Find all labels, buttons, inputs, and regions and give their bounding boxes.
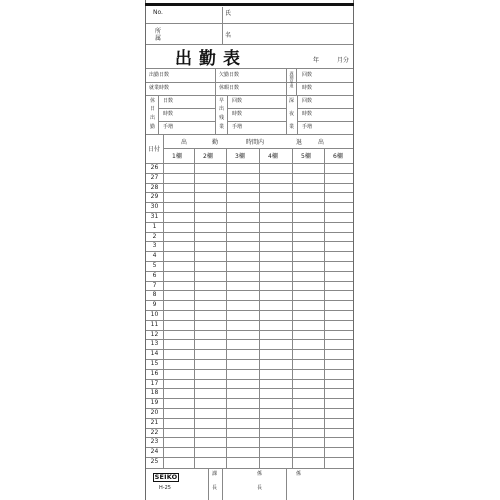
group-header-1: 出 — [181, 139, 188, 146]
footer-div-3 — [286, 468, 287, 500]
table-row[interactable] — [146, 310, 353, 320]
day-label: 6 — [152, 271, 157, 279]
table-row[interactable] — [146, 183, 353, 193]
day-label: 27 — [150, 173, 159, 181]
table-row[interactable] — [146, 379, 353, 389]
summary-div-1 — [215, 68, 216, 134]
seiko-logo: SEIKO — [154, 473, 178, 481]
grid-row-line — [146, 398, 353, 399]
day-label: 2 — [152, 232, 157, 240]
grid-row-line — [146, 173, 353, 174]
table-row[interactable] — [146, 251, 353, 261]
footer-div-1 — [208, 468, 209, 500]
name-label-top: 氏 — [225, 10, 232, 17]
overtime-v3: 残 — [219, 115, 225, 121]
table-row[interactable] — [146, 418, 353, 428]
grid-row-line — [146, 437, 353, 438]
night-hours-label: 時数 — [302, 111, 313, 117]
group-header-5: 出 — [318, 139, 325, 146]
summary-bottom-line — [146, 134, 353, 135]
table-row[interactable] — [146, 290, 353, 300]
holiday-allowance-label: 手増 — [163, 124, 174, 130]
grid-row-line — [146, 320, 353, 321]
group-div-right — [297, 95, 298, 134]
table-row[interactable] — [146, 398, 353, 408]
grid-row-line — [146, 330, 353, 331]
group-header-3: 時間内 — [246, 139, 265, 146]
footer-label-5: 係 — [296, 471, 302, 477]
table-row[interactable] — [146, 339, 353, 349]
absent-days-label: 欠勤日数 — [219, 72, 240, 78]
group-row-1b — [227, 108, 286, 109]
table-row[interactable] — [146, 222, 353, 232]
month-label: 月分 — [337, 57, 350, 64]
summary-div-2 — [286, 68, 287, 134]
grid-row-line — [146, 202, 353, 203]
grid-row-line — [146, 281, 353, 282]
table-row[interactable] — [146, 300, 353, 310]
holiday-work-v4: 勤 — [150, 124, 156, 130]
grid-row-line — [146, 232, 353, 233]
day-label: 28 — [150, 183, 159, 191]
day-label: 21 — [150, 418, 159, 426]
table-row[interactable] — [146, 281, 353, 291]
group-header-2: 勤 — [212, 139, 219, 146]
late-early-label: 遅 刻 早 退 — [289, 71, 294, 88]
grid-row-line — [146, 359, 353, 360]
day-label: 31 — [150, 213, 159, 220]
day-label: 5 — [152, 262, 157, 269]
table-row[interactable] — [146, 241, 353, 251]
group-row-1c — [297, 108, 353, 109]
footer-div-2 — [222, 468, 223, 500]
column-header-3: 3欄 — [235, 153, 245, 160]
grid-row-line — [146, 447, 353, 448]
day-label: 20 — [150, 409, 159, 416]
day-label: 7 — [152, 281, 157, 289]
grid-row-line — [146, 310, 353, 311]
day-label: 30 — [150, 203, 159, 211]
table-row[interactable] — [146, 369, 353, 379]
table-row[interactable] — [146, 447, 353, 457]
day-label: 17 — [150, 379, 159, 387]
group-row-2b — [227, 121, 286, 122]
grid-row-line — [146, 339, 353, 340]
column-header-1: 1欄 — [172, 153, 182, 160]
group-row-1 — [158, 108, 215, 109]
day-label: 29 — [150, 193, 159, 201]
grid-row-line — [146, 251, 353, 252]
table-row[interactable] — [146, 359, 353, 369]
day-label: 22 — [150, 428, 159, 436]
grid-row-line — [146, 261, 353, 262]
year-label: 年 — [313, 57, 320, 64]
night-v1: 深 — [289, 98, 295, 104]
overtime-v1: 早 — [219, 98, 225, 104]
day-label: 24 — [150, 448, 159, 456]
grid-row-line — [146, 300, 353, 301]
night-allowance-label: 手増 — [302, 124, 313, 130]
grid-row-line — [146, 457, 353, 458]
grid-row-line — [146, 290, 353, 291]
header-line-1 — [146, 23, 353, 24]
overtime-v4: 業 — [219, 124, 225, 130]
day-label: 23 — [150, 438, 159, 446]
night-count-label: 回数 — [302, 98, 313, 104]
table-row[interactable] — [146, 457, 353, 467]
table-row[interactable] — [146, 428, 353, 438]
summary-late-div — [296, 68, 297, 95]
page-title: 出勤表 — [175, 49, 247, 69]
column-header-5: 5欄 — [301, 153, 311, 160]
day-label: 26 — [150, 164, 159, 171]
day-label: 15 — [150, 360, 159, 367]
grid-row-line — [146, 379, 353, 380]
table-row[interactable] — [146, 192, 353, 202]
name-label-bottom: 名 — [225, 32, 232, 39]
overtime-hours-label: 時数 — [232, 111, 243, 117]
top-band — [145, 3, 354, 6]
day-label: 1 — [152, 222, 157, 230]
leave-days-label: 休暇日数 — [219, 85, 240, 91]
no-label: No. — [153, 9, 163, 16]
holiday-work-v1: 休 — [150, 98, 156, 104]
dept-label-top: 所 — [155, 28, 162, 35]
table-row[interactable] — [146, 173, 353, 183]
dept-label-bottom: 属 — [155, 35, 162, 42]
grid-row-line — [146, 418, 353, 419]
holiday-work-v2: 日 — [150, 106, 156, 112]
day-label: 13 — [150, 340, 159, 348]
holiday-days-label: 日数 — [163, 98, 174, 104]
day-label: 10 — [150, 311, 159, 318]
late-count-label: 回数 — [302, 72, 313, 78]
column-header-4: 4欄 — [268, 153, 278, 160]
day-label: 14 — [150, 350, 159, 358]
grid-row-line — [146, 192, 353, 193]
date-column-header: 日付 — [148, 146, 161, 153]
group-div-left — [158, 95, 159, 134]
grid-row-line — [146, 222, 353, 223]
column-header-6: 6欄 — [333, 153, 343, 160]
table-row[interactable] — [146, 320, 353, 330]
summary-row-2 — [146, 95, 353, 96]
attend-days-label: 出勤日数 — [149, 72, 170, 78]
grid-row-line — [146, 212, 353, 213]
footer-label-3: 係 — [257, 471, 263, 477]
grid-row-line — [146, 369, 353, 370]
night-v3: 業 — [289, 124, 295, 130]
overtime-v2: 出 — [219, 106, 225, 112]
summary-row-1 — [146, 82, 353, 83]
table-row[interactable] — [146, 388, 353, 398]
grid-row-line — [146, 241, 353, 242]
footer-label-4: 長 — [257, 485, 263, 491]
day-label: 19 — [150, 399, 159, 407]
group-row-2c — [297, 121, 353, 122]
group-row-2 — [158, 121, 215, 122]
grid-row-line — [146, 408, 353, 409]
table-row[interactable] — [146, 261, 353, 271]
late-hours-label: 時数 — [302, 85, 313, 91]
group-div-mid — [227, 95, 228, 134]
table-row[interactable] — [146, 163, 353, 173]
table-row[interactable] — [146, 202, 353, 212]
overtime-allowance-label: 手増 — [232, 124, 243, 130]
table-row[interactable] — [146, 408, 353, 418]
day-label: 11 — [150, 320, 159, 328]
table-row[interactable] — [146, 232, 353, 242]
night-v2: 夜 — [289, 111, 295, 117]
table-row[interactable] — [146, 437, 353, 447]
day-label: 12 — [150, 330, 159, 338]
grid-row-line — [146, 388, 353, 389]
grid-row-line — [146, 349, 353, 350]
title-line — [146, 68, 353, 69]
day-label: 16 — [150, 369, 159, 377]
day-label: 4 — [152, 252, 157, 260]
column-header-2: 2欄 — [203, 153, 213, 160]
work-hours-label: 就業時数 — [149, 85, 170, 91]
overtime-count-label: 回数 — [232, 98, 243, 104]
model-number: H-25 — [159, 485, 171, 491]
header-divider — [222, 7, 223, 44]
table-row[interactable] — [146, 212, 353, 222]
table-row[interactable] — [146, 330, 353, 340]
grid-row-line — [146, 183, 353, 184]
grid-row-line — [146, 271, 353, 272]
day-label: 9 — [152, 301, 157, 309]
timecard — [145, 0, 354, 500]
footer-label-1: 課 — [212, 471, 218, 477]
holiday-work-v3: 出 — [150, 115, 156, 121]
day-label: 25 — [150, 458, 159, 465]
header-line-2 — [146, 44, 353, 45]
grid-row-line — [146, 428, 353, 429]
holiday-hours-label: 時数 — [163, 111, 174, 117]
day-label: 8 — [152, 291, 157, 299]
day-label: 18 — [150, 389, 159, 397]
day-label: 3 — [152, 242, 157, 250]
group-header-4: 退 — [296, 139, 303, 146]
table-row[interactable] — [146, 271, 353, 281]
footer-label-2: 長 — [212, 485, 218, 491]
grid-bottom-line — [146, 468, 353, 469]
table-row[interactable] — [146, 349, 353, 359]
